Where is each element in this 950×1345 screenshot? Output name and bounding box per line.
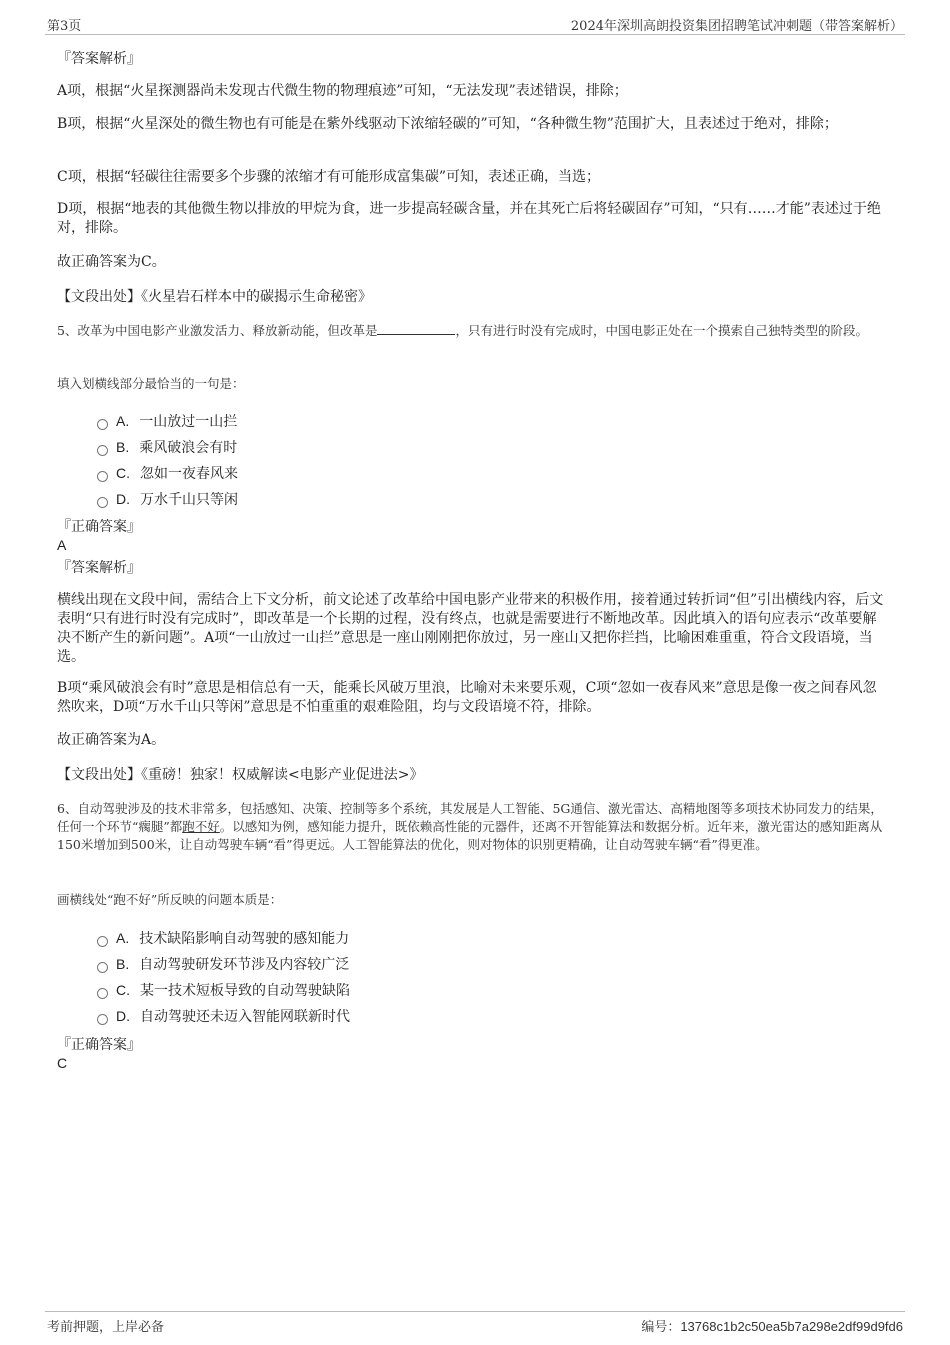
q6-option-b[interactable]: B. 自动驾驶研发环节涉及内容较广泛 <box>97 955 349 974</box>
document-id: 编号：13768c1b2c50ea5b7a298e2df99d9fd6 <box>641 1319 903 1335</box>
q6-prompt: 画横线处“跑不好”所反映的问题本质是： <box>57 892 283 907</box>
q5-blank <box>377 322 455 335</box>
q6-stem <box>57 800 885 854</box>
q5-option-d[interactable]: D. 万水千山只等闲 <box>97 490 238 509</box>
q4-conclusion: 故正确答案为C。 <box>57 254 166 270</box>
q5-analysis-label: 『答案解析』 <box>57 560 141 576</box>
q5-option-b[interactable]: B. 乘风破浪会有时 <box>97 438 237 457</box>
q4-analysis-d: D项，根据“地表的其他微生物以排放的甲烷为食，进一步提高轻碳含量，并在其死亡后将轻碳固存”可知，“只有……才能”表述过于绝对，排除。 <box>57 201 881 236</box>
q5-source: 【文段出处】《重磅！独家！权威解读<电影产业促进法>》 <box>57 767 424 783</box>
page-footer <box>45 1311 905 1342</box>
q6-option-c[interactable]: C. 某一技术短板导致的自动驾驶缺陷 <box>97 981 350 1000</box>
q5-analysis-1: 横线出现在文段中间，需结合上下文分析，前文论述了改革给中国电影产业带来的积极作用，接着通过转折词“但”引出横线内容，后文表明“只有进行时没有完成时”，即改革是一个长期的过程，没有终点，也就是需要进行不断地改革。因此填入的语句应表示“改革要解决不断产生的新问题”。A项“一山放过一山拦”意思是一座山刚刚把你放过，另一座山又把你拦挡，比喻困难重重，符合文段语境，当选。 <box>57 592 884 665</box>
q6-answer: C <box>57 1055 68 1071</box>
q5-stem-before: 5、改革为中国电影产业激发活力、释放新动能，但改革是 <box>57 323 378 338</box>
q5-option-a[interactable]: A. 一山放过一山拦 <box>97 412 237 431</box>
q5-analysis-2: B项“乘风破浪会有时”意思是相信总有一天，能乘长风破万里浪，比喻对未来要乐观，C项“忽如一夜春风来”意思是像一夜之间春风忽然吹来，D项“万水千山只等闲”意思是不怕重重的艰难险阻，均与文段语境不符，排除。 <box>57 680 877 715</box>
q5-option-c[interactable]: C. 忽如一夜春风来 <box>97 464 238 483</box>
radio-icon[interactable] <box>97 1014 108 1025</box>
q5-stem <box>57 322 885 340</box>
page-number: 第3页 <box>47 19 82 34</box>
q6-underlined-phrase: 跑不好 <box>182 819 220 834</box>
radio-icon[interactable] <box>97 445 108 456</box>
q6-answer-label: 『正确答案』 <box>57 1037 141 1053</box>
footer-slogan: 考前押题，上岸必备 <box>47 1320 165 1335</box>
q4-analysis-label: 『答案解析』 <box>57 51 141 67</box>
radio-icon[interactable] <box>97 471 108 482</box>
q6-option-a[interactable]: A. 技术缺陷影响自动驾驶的感知能力 <box>97 929 349 948</box>
q6-option-d[interactable]: D. 自动驾驶还未迈入智能网联新时代 <box>97 1007 350 1026</box>
radio-icon[interactable] <box>97 419 108 430</box>
q5-answer-label: 『正确答案』 <box>57 519 141 535</box>
q5-prompt: 填入划横线部分最恰当的一句是： <box>57 376 245 391</box>
document-title: 2024年深圳高朗投资集团招聘笔试冲刺题（带答案解析） <box>570 19 903 34</box>
radio-icon[interactable] <box>97 988 108 999</box>
q5-conclusion: 故正确答案为A。 <box>57 732 166 748</box>
q4-analysis-a: A项，根据“火星探测器尚未发现古代微生物的物理痕迹”可知，“无法发现”表述错误，排除； <box>57 83 628 99</box>
q4-analysis-b: B项，根据“火星深处的微生物也有可能是在紫外线驱动下浓缩轻碳的”可知，“各种微生物”范围扩大，且表述过于绝对，排除； <box>57 116 838 132</box>
q6-stem-after: 。以感知为例，感知能力提升，既依赖高性能的元器件，还离不开智能算法和数据分析。近年来，激光雷达的感知距离从150米增加到500米，让自动驾驶车辆“看”得更远。人工智能算法的优化，则对物体的识别更精确，让自动驾驶车辆“看”得更准。 <box>57 819 883 852</box>
page-header <box>45 12 905 35</box>
radio-icon[interactable] <box>97 497 108 508</box>
radio-icon[interactable] <box>97 936 108 947</box>
q5-stem-after: ，只有进行时没有完成时，中国电影正处在一个摸索自己独特类型的阶段。 <box>455 323 868 338</box>
q5-answer: A <box>57 537 67 553</box>
q6-stem-before: 6、自动驾驶涉及的技术非常多，包括感知、决策、控制等多个系统，其发展是人工智能、5G通信、激光雷达、高精地图等多项技术协同发力的结果，任何一个环节“瘸腿”都 <box>57 801 883 834</box>
q4-analysis-c: C项，根据“轻碳往往需要多个步骤的浓缩才有可能形成富集碳”可知，表述正确，当选； <box>57 169 601 185</box>
radio-icon[interactable] <box>97 962 108 973</box>
q4-source: 【文段出处】《火星岩石样本中的碳揭示生命秘密》 <box>57 289 372 305</box>
